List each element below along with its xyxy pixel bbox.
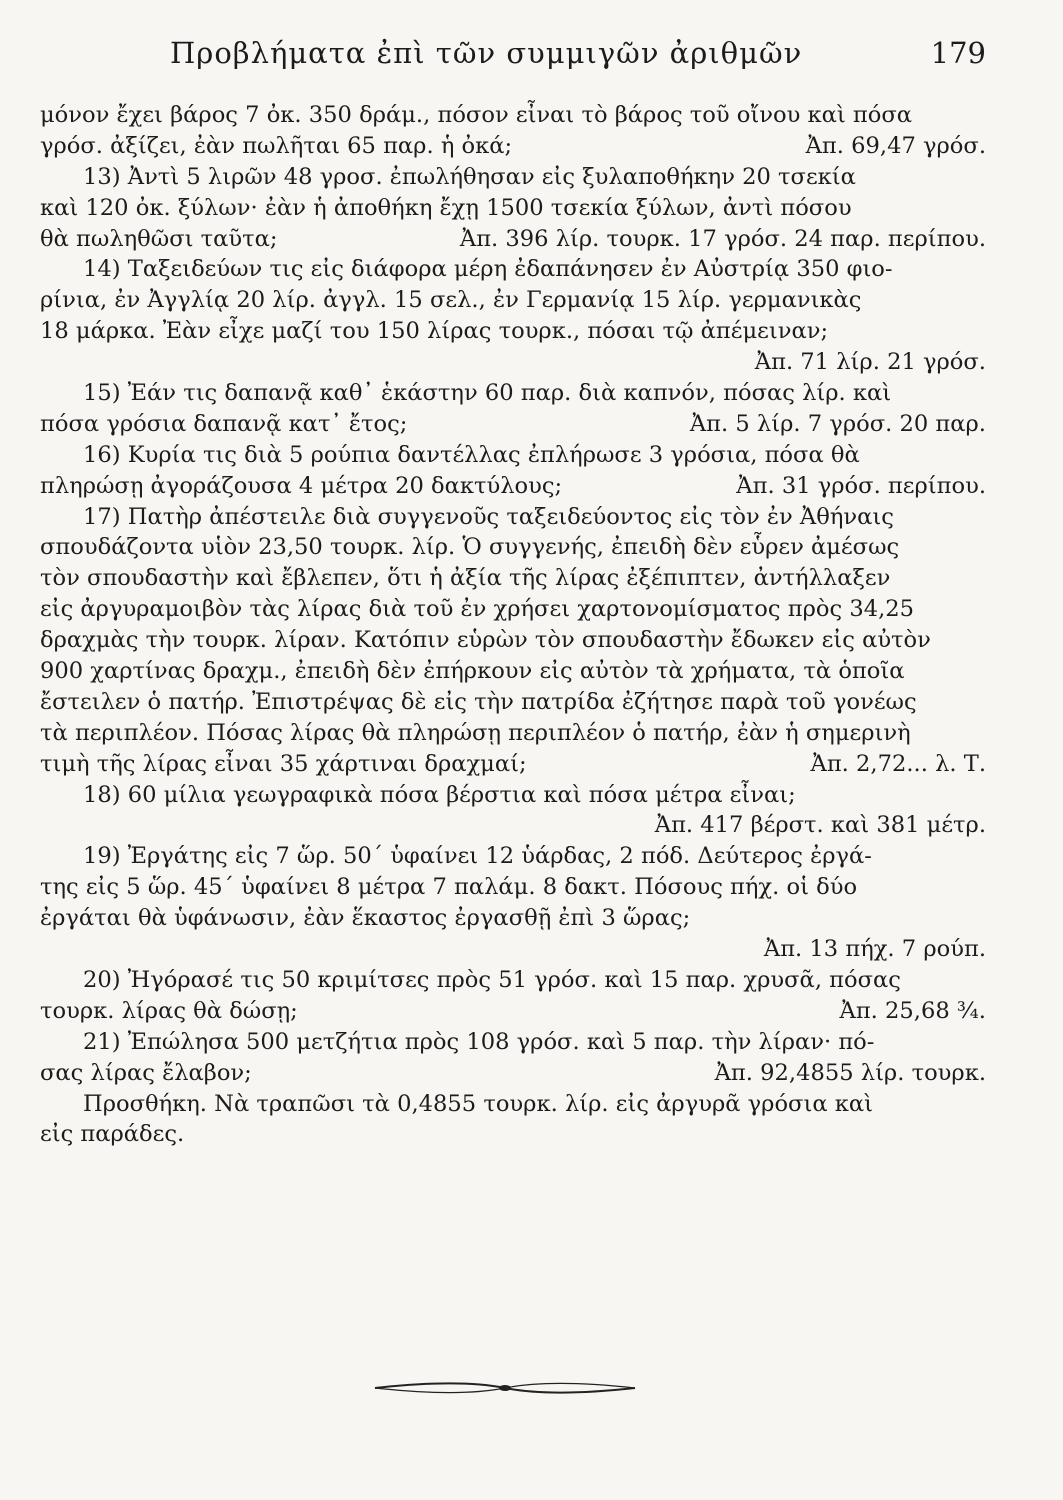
answer-text: Ἀπ. 396 λίρ. τουρκ. 17 γρόσ. 24 παρ. περίπου. (459, 225, 986, 252)
text-line (40, 656, 986, 687)
line-text: της εἰς 5 ὥρ. 45΄ ὑφαίνει 8 μέτρα 7 παλάμ. 8 δακτ. Πόσους πήχ. οἱ δύο (40, 874, 858, 901)
text-line (40, 1058, 986, 1089)
answer-text: Ἀπ. 92,4855 λίρ. τουρκ. (714, 1059, 986, 1086)
text-line (40, 563, 986, 594)
text-line (40, 996, 986, 1027)
running-title: Προβλήματα ἐπὶ τῶν συμμιγῶν ἀριθμῶν (170, 36, 803, 70)
text-line (40, 347, 986, 378)
line-text: μόνον ἔχει βάρος 7 ὀκ. 350 δράμ., πόσον εἶναι τὸ βάρος τοῦ οἴνου καὶ πόσα (40, 102, 913, 128)
line-text: ἐργάται θὰ ὑφάνωσιν, ἐὰν ἕκαστος ἐργασθῇ ἐπὶ 3 ὥρας; (40, 905, 691, 932)
answer-text: Ἀπ. 5 λίρ. 7 γρόσ. 20 παρ. (689, 410, 986, 437)
line-text: 21) Ἐπώλησα 500 μετζήτια πρὸς 108 γρόσ. καὶ 5 παρ. τὴν λίραν· πό- (83, 1028, 875, 1055)
line-text: Προσθήκη. Νὰ τραπῶσι τὰ 0,4855 τουρκ. λίρ. εἰς ἀργυρᾶ γρόσια καὶ (83, 1090, 874, 1117)
text-line (40, 934, 986, 965)
line-text: γρόσ. ἀξίζει, ἐὰν πωλῆται 65 παρ. ἡ ὀκά; (40, 132, 513, 159)
text-line (40, 502, 986, 533)
answer-text: Ἀπ. 2,72... λ. Τ. (810, 750, 986, 777)
line-text: καὶ 120 ὀκ. ξύλων· ἐὰν ἡ ἀποθήκη ἔχῃ 1500 τσεκία ξύλων, ἀντὶ πόσου (40, 194, 852, 221)
text-line (40, 1119, 986, 1150)
line-text: τὰ περιπλέον. Πόσας λίρας θὰ πληρώσῃ περιπλέον ὁ πατήρ, ἐὰν ἡ σημερινὴ (40, 719, 911, 746)
text-line (40, 872, 986, 903)
line-text: τουρκ. λίρας θὰ δώσῃ; (40, 997, 298, 1024)
text-line (40, 749, 986, 780)
text-line (40, 162, 986, 193)
text-line (40, 841, 986, 872)
text-line (40, 100, 986, 131)
line-text: 16) Κυρία τις διὰ 5 ρούπια δαντέλλας ἐπλήρωσε 3 γρόσια, πόσα θὰ (83, 441, 860, 468)
line-text: τιμὴ τῆς λίρας εἶναι 35 χάρτιναι δραχμαί; (40, 750, 527, 777)
text-line (40, 440, 986, 471)
line-text: πόσα γρόσια δαπανᾷ κατ᾽ ἔτος; (40, 410, 408, 437)
line-text: 17) Πατὴρ ἀπέστειλε διὰ συγγενοῦς ταξειδεύοντος εἰς τὸν ἐν Ἀθήναις (83, 503, 894, 530)
line-text: 15) Ἐάν τις δαπανᾷ καθ᾽ ἑκάστην 60 παρ. διὰ καπνόν, πόσας λίρ. καὶ (83, 380, 892, 407)
text-line (40, 254, 986, 285)
text-line (40, 780, 986, 811)
line-text: 18) 60 μίλια γεωγραφικὰ πόσα βέρστια καὶ πόσα μέτρα εἶναι; (83, 781, 796, 808)
answer-text: Ἀπ. 25,68 ¾. (839, 997, 986, 1024)
text-line (40, 131, 986, 162)
text-line (40, 1089, 986, 1120)
body-text (40, 100, 986, 1150)
line-text: 14) Ταξειδεύων τις εἰς διάφορα μέρη ἐδαπάνησεν ἐν Αὐστρίᾳ 350 φιο- (83, 256, 893, 283)
text-line (40, 193, 986, 224)
line-text: 900 χαρτίνας δραχμ., ἐπειδὴ δὲν ἐπήρκουν εἰς αὐτὸν τὰ χρήματα, τὰ ὁποῖα (40, 658, 905, 685)
text-line (40, 1027, 986, 1058)
text-line (40, 810, 986, 841)
line-text: πληρώσῃ ἀγοράζουσα 4 μέτρα 20 δακτύλους; (40, 472, 563, 499)
ornamental-separator (370, 1373, 640, 1403)
line-text: 19) Ἐργάτης εἰς 7 ὥρ. 50΄ ὑφαίνει 12 ὑάρδας, 2 πόδ. Δεύτερος ἐργά- (83, 843, 872, 870)
text-line (40, 378, 986, 409)
line-text: εἰς ἀργυραμοιβὸν τὰς λίρας διὰ τοῦ ἐν χρήσει χαρτονομίσματος πρὸς 34,25 (40, 596, 914, 623)
line-text: σας λίρας ἔλαβον; (40, 1059, 252, 1086)
text-line (40, 625, 986, 656)
answer-text: Ἀπ. 69,47 γρόσ. (805, 132, 986, 159)
line-text: τὸν σπουδαστὴν καὶ ἔβλεπεν, ὅτι ἡ ἀξία τῆς λίρας ἐξέπιπτεν, ἀντήλλαξεν (40, 565, 891, 592)
answer-text: Ἀπ. 417 βέρστ. καὶ 381 μέτρ. (654, 812, 986, 839)
page-header (170, 30, 990, 74)
answer-text: Ἀπ. 71 λίρ. 21 γρόσ. (754, 349, 986, 376)
line-text: δραχμὰς τὴν τουρκ. λίραν. Κατόπιν εὑρὼν τὸν σπουδαστὴν ἔδωκεν εἰς αὐτὸν (40, 627, 931, 654)
text-line (40, 718, 986, 749)
text-line (40, 532, 986, 563)
line-text: ρίνια, ἐν Ἀγγλίᾳ 20 λίρ. ἀγγλ. 15 σελ., ἐν Γερμανίᾳ 15 λίρ. γερμανικὰς (40, 287, 862, 314)
text-line (40, 471, 986, 502)
line-text: εἰς παράδες. (40, 1121, 185, 1148)
text-line (40, 594, 986, 625)
text-line (40, 409, 986, 440)
line-text: 13) Ἀντὶ 5 λιρῶν 48 γροσ. ἐπωλήθησαν εἰς ξυλαποθήκην 20 τσεκία (83, 163, 856, 190)
text-line (40, 965, 986, 996)
answer-text: Ἀπ. 31 γρόσ. περίπου. (736, 472, 986, 499)
text-line (40, 903, 986, 934)
line-text: σπουδάζοντα υἱὸν 23,50 τουρκ. λίρ. Ὁ συγγενής, ἐπειδὴ δὲν εὗρεν ἀμέσως (40, 534, 900, 561)
text-line (40, 316, 986, 347)
text-line (40, 687, 986, 718)
line-text: 18 μάρκα. Ἐὰν εἶχε μαζί του 150 λίρας τουρκ., πόσαι τῷ ἀπέμειναν; (40, 318, 829, 345)
line-text: 20) Ἠγόρασέ τις 50 κριμίτσες πρὸς 51 γρόσ. καὶ 15 παρ. χρυσᾶ, πόσας (83, 966, 901, 993)
answer-text: Ἀπ. 13 πήχ. 7 ρούπ. (763, 936, 986, 963)
text-line (40, 285, 986, 316)
page-number: 179 (930, 36, 986, 70)
line-text: ἔστειλεν ὁ πατήρ. Ἐπιστρέψας δὲ εἰς τὴν πατρίδα ἐζήτησε παρὰ τοῦ γονέως (40, 688, 917, 715)
text-line (40, 224, 986, 255)
line-text: θὰ πωληθῶσι ταῦτα; (40, 225, 278, 252)
